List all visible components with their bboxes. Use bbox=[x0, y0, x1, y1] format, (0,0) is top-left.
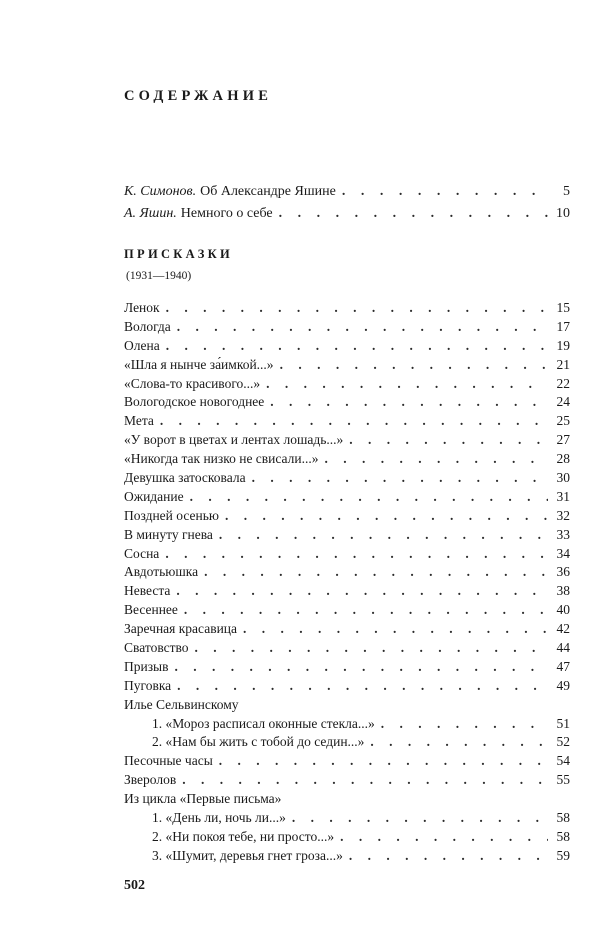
toc-entry bbox=[124, 772, 570, 791]
toc-entry-page: 15 bbox=[556, 300, 570, 315]
toc-entry-page: 17 bbox=[556, 318, 570, 334]
toc-entry-title: Пуговка bbox=[124, 677, 172, 693]
toc-entry bbox=[124, 376, 570, 395]
toc-entry bbox=[124, 184, 570, 206]
toc-entry-page: 32 bbox=[556, 507, 570, 523]
toc-entry-page: 44 bbox=[556, 640, 570, 656]
dot-leader bbox=[166, 338, 548, 354]
dot-leader bbox=[381, 716, 548, 732]
toc-entry bbox=[124, 527, 570, 546]
dot-leader bbox=[243, 621, 548, 637]
dot-leader bbox=[160, 413, 548, 429]
toc-entry-title: Из цикла «Первые письма» bbox=[124, 791, 282, 807]
toc-entry bbox=[124, 470, 570, 489]
toc-entry bbox=[124, 319, 570, 338]
section-title: ПРИСКАЗКИ bbox=[124, 247, 233, 261]
dot-leader bbox=[292, 810, 548, 826]
toc-entry-page: 58 bbox=[556, 810, 570, 826]
dot-leader bbox=[219, 527, 548, 543]
page-folio: 502 bbox=[124, 878, 145, 893]
toc-entry-page: 34 bbox=[556, 545, 570, 561]
toc-entry bbox=[124, 394, 570, 413]
toc-entry bbox=[124, 659, 570, 678]
toc-entry-page: 5 bbox=[563, 184, 570, 199]
toc-entry bbox=[124, 546, 570, 565]
toc-entry-title: Вологда bbox=[124, 318, 171, 334]
toc-entry-author: К. Симонов. bbox=[124, 184, 197, 199]
dot-leader bbox=[225, 508, 548, 524]
toc-entry-title: Призыв bbox=[124, 658, 169, 674]
toc-entry-title: Мета bbox=[124, 413, 154, 429]
toc-entry-title: 2. «Ни покоя тебе, ни просто...» bbox=[152, 828, 335, 844]
toc-entry-page: 58 bbox=[556, 828, 570, 844]
toc-entry-title: 1. «День ли, ночь ли...» bbox=[152, 810, 286, 826]
toc-entry-title: «Никогда так низко не свисали...» bbox=[124, 451, 319, 467]
toc-entry bbox=[124, 602, 570, 621]
toc-entry bbox=[124, 338, 570, 357]
toc-entry-title: Сосна bbox=[124, 545, 160, 561]
dot-leader bbox=[325, 451, 548, 467]
toc-entry bbox=[124, 583, 570, 602]
toc-entry-page: 25 bbox=[556, 413, 570, 429]
toc-entry bbox=[124, 716, 570, 735]
dot-leader bbox=[177, 319, 548, 335]
toc-entry-page: 40 bbox=[556, 602, 570, 618]
toc-entry-page: 28 bbox=[556, 451, 570, 467]
dot-leader bbox=[219, 753, 548, 769]
dot-leader bbox=[175, 659, 548, 675]
toc-entry bbox=[124, 621, 570, 640]
toc-entry-title: Олена bbox=[124, 337, 160, 353]
toc-entry-page: 33 bbox=[556, 526, 570, 542]
toc-entry bbox=[124, 489, 570, 508]
dot-leader bbox=[270, 394, 548, 410]
dot-leader bbox=[349, 432, 548, 448]
toc-entry-title: «У ворот в цветах и лентах лошадь...» bbox=[124, 432, 344, 448]
toc-entry-page: 49 bbox=[556, 677, 570, 693]
toc-entry bbox=[124, 432, 570, 451]
toc-entry bbox=[124, 451, 570, 470]
dot-leader bbox=[340, 829, 548, 845]
dot-leader bbox=[252, 470, 548, 486]
dot-leader bbox=[279, 206, 548, 222]
toc-entry bbox=[124, 697, 570, 716]
toc-entry-title: Песочные часы bbox=[124, 753, 213, 769]
toc-entry-page: 21 bbox=[556, 356, 570, 372]
dot-leader bbox=[190, 489, 548, 505]
poems-list bbox=[124, 300, 570, 867]
toc-entry bbox=[124, 829, 570, 848]
toc-entry-title: Зверолов bbox=[124, 772, 177, 788]
toc-entry-title: Ожидание bbox=[124, 488, 184, 504]
toc-entry bbox=[124, 413, 570, 432]
toc-entry bbox=[124, 564, 570, 583]
toc-entry-title: В минуту гнева bbox=[124, 526, 213, 542]
toc-entry-page: 27 bbox=[556, 432, 570, 448]
dot-leader bbox=[280, 357, 548, 373]
toc-entry-title: Заречная красавица bbox=[124, 621, 238, 637]
toc-entry-title: Невеста bbox=[124, 583, 171, 599]
dot-leader bbox=[349, 848, 548, 864]
toc-entry-title: Ленок bbox=[124, 300, 160, 315]
toc-entry bbox=[124, 678, 570, 697]
dot-leader bbox=[370, 734, 548, 750]
toc-entry bbox=[124, 640, 570, 659]
toc-entry-page: 55 bbox=[556, 772, 570, 788]
toc-entry-title: 1. «Мороз расписал оконные стекла...» bbox=[152, 715, 375, 731]
toc-entry-page: 59 bbox=[556, 847, 570, 863]
dot-leader bbox=[204, 564, 548, 580]
toc-entry-title: 3. «Шумит, деревья гнет гроза...» bbox=[152, 847, 343, 863]
toc-entry-title: Поздней осенью bbox=[124, 507, 219, 523]
toc-entry-page: 47 bbox=[556, 658, 570, 674]
toc-entry bbox=[124, 734, 570, 753]
dot-leader bbox=[165, 546, 548, 562]
toc-entry bbox=[124, 206, 570, 228]
toc-entry-page: 52 bbox=[556, 734, 570, 750]
toc-entry-title: «Слова-то красивого...» bbox=[124, 375, 261, 391]
toc-entry bbox=[124, 300, 570, 319]
intro-list bbox=[124, 184, 570, 228]
dot-leader bbox=[182, 772, 548, 788]
toc-entry bbox=[124, 810, 570, 829]
toc-entry bbox=[124, 753, 570, 772]
toc-entry-title bbox=[124, 184, 336, 200]
dot-leader bbox=[195, 640, 548, 656]
toc-entry bbox=[124, 791, 570, 810]
dot-leader bbox=[166, 300, 548, 316]
toc-entry-title: Девушка затосковала bbox=[124, 470, 246, 486]
toc-entry-page: 54 bbox=[556, 753, 570, 769]
toc-entry-title: Авдотьюшка bbox=[124, 564, 199, 580]
toc-entry-page: 10 bbox=[556, 206, 570, 221]
toc-entry-page: 42 bbox=[556, 621, 570, 637]
toc-entry-title bbox=[124, 206, 273, 222]
toc-entry bbox=[124, 357, 570, 376]
toc-entry-title-text: Об Александре Яшине bbox=[200, 184, 336, 199]
toc-entry-author: А. Яшин. bbox=[124, 206, 177, 221]
dot-leader bbox=[266, 376, 548, 392]
toc-entry-page: 19 bbox=[556, 337, 570, 353]
toc-entry-title-text: Немного о себе bbox=[180, 206, 273, 221]
toc-entry-title: Илье Сельвинскому bbox=[124, 696, 239, 712]
contents-title: СОДЕРЖАНИЕ bbox=[124, 88, 273, 104]
toc-entry-page: 24 bbox=[556, 394, 570, 410]
toc-entry-title: Вологодское новогоднее bbox=[124, 394, 265, 410]
dot-leader bbox=[342, 184, 548, 200]
toc-entry-title: 2. «Нам бы жить с тобой до седин...» bbox=[152, 734, 365, 750]
toc-entry-page: 31 bbox=[556, 488, 570, 504]
toc-entry-page: 51 bbox=[556, 715, 570, 731]
toc-entry bbox=[124, 848, 570, 867]
toc-entry-page: 38 bbox=[556, 583, 570, 599]
dot-leader bbox=[176, 583, 548, 599]
toc-entry-title: Сватовство bbox=[124, 640, 189, 656]
dot-leader bbox=[177, 678, 548, 694]
toc-entry-page: 36 bbox=[556, 564, 570, 580]
toc-entry-page: 30 bbox=[556, 470, 570, 486]
toc-entry-page: 22 bbox=[556, 375, 570, 391]
dot-leader bbox=[184, 602, 548, 618]
toc-entry bbox=[124, 508, 570, 527]
toc-entry-title: Весеннее bbox=[124, 602, 178, 618]
section-years: (1931—1940) bbox=[126, 270, 192, 282]
toc-entry-title: «Шла я нынче за́имкой...» bbox=[124, 356, 274, 372]
